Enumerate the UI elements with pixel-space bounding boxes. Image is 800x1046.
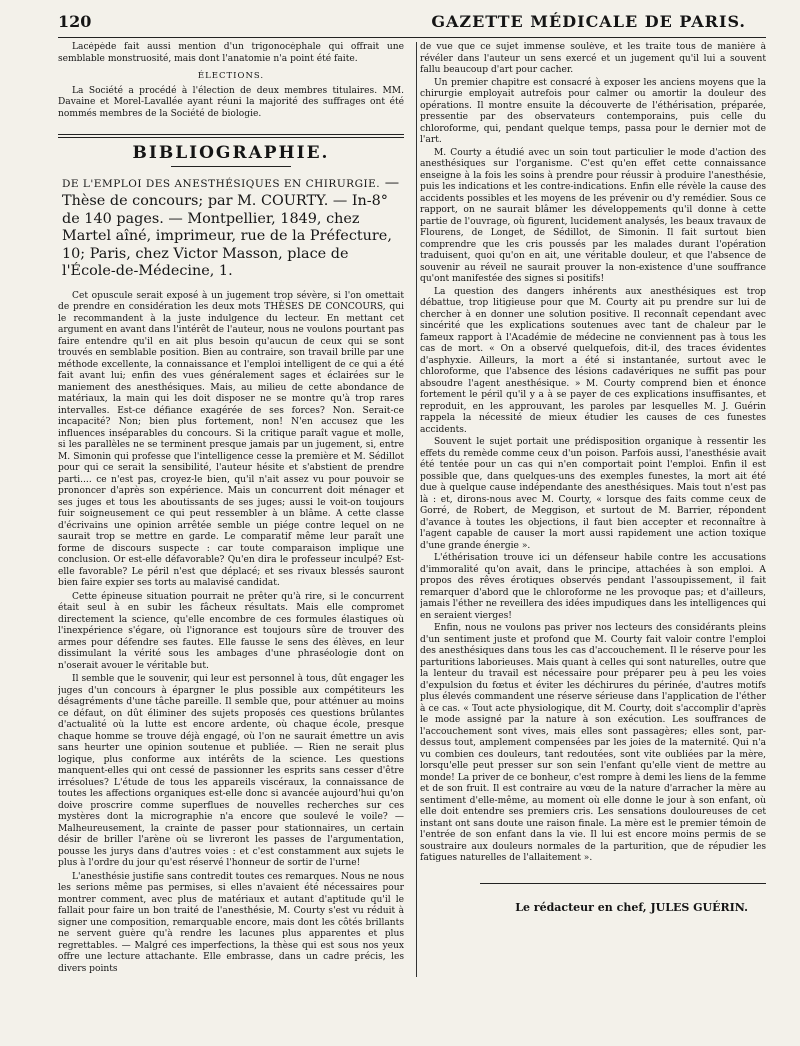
- review-paragraph: Cette épineuse situation pourrait ne prêter qu'à rire, si le concurrent était seul à en subir les fâcheux résultats. Mais elle compromet directement la science, qu'elle encombre de ces formules élastiques où l'inexpérience s'égare, où l'ignorance est toujours sûre de trouver des armes pour défendre ses fautes. Elle fausse le sens des élèves, en leur dissimulant la vérité sous les ambages d'une phraséologie dont on n'oserait avouer le véritable but.: [58, 591, 404, 671]
- journal-title: GAZETTE MÉDICALE DE PARIS.: [431, 12, 746, 31]
- book-title-smallcaps: DE L'EMPLOI DES ANESTHÉSIQUES EN CHIRURGIE.: [62, 177, 381, 190]
- signature-rule: [480, 883, 766, 884]
- editor-signature: Le rédacteur en chef, JULES GUÉRIN.: [515, 900, 748, 914]
- section-divider: [58, 134, 404, 138]
- elections-heading: ÉLECTIONS.: [197, 71, 265, 81]
- review-paragraph: L'anesthésie justifie sans contredit toutes ces remarques. Nous ne nous les serions même pas permises, si elles n'avaient été nécessaires pour montrer comment, avec plus de matériaux et autant d'aptitude qu'il le fallait pour faire un bon traité de l'anesthésie, M. Courty s'est vu réduit à signer une composition, remarquable encore, mais dont les côtés brillants ne servent guère qu'à rendre les lacunes plus apparentes et plus regrettables. — Malgré ces imperfections, la thèse qui est sous nos yeux offre une lecture attachante. Elle embrasse, dans un cadre précis, les divers points: [58, 871, 404, 974]
- heading-underline: [171, 166, 291, 167]
- review-paragraph: M. Courty a étudié avec un soin tout particulier le mode d'action des anesthésiques sur l'organisme. C'est qu'en effet cette connaissance enseigne à la fois les soins à prendre pour réussir à produire l'anesthésie, puis les indications et les contre-indications. Enfin elle révèle la cause des accidents possibles et les moyens de les prévenir ou d'y remédier. Sous ce rapport, on ne saurait blâmer les développements qu'il donne à cette partie de l'ouvrage, où figurent, lucidement analysés, les beaux travaux de Flourens, de Longet, de Sédillot, de Simonin. Il fait surtout bien comprendre que les cris poussés par les malades durant l'opération traduisent, quoi qu'on en ait, une véritable douleur, et que l'absence de souvenir au réveil ne saurait prouver la non-existence d'une souffrance qu'ont manifestée des signes si positifs!: [420, 147, 766, 284]
- page-number: 120: [58, 12, 92, 31]
- review-paragraph: L'éthérisation trouve ici un défenseur habile contre les accusations d'immoralité qu'on avait, dans le principe, attachées à son emploi. A propos des rêves érotiques observés pendant l'assoupissement, il fait remarquer d'abord que le chloroforme ne les provoque pas; et d'ailleurs, jamais l'éther ne reveillera des idées impudiques dans les intelligences qui en seraient vierges!: [420, 553, 766, 621]
- review-paragraph: La question des dangers inhérents aux anesthésiques est trop débattue, trop litigieuse pour que M. Courty ait pu prendre sur lui de chercher à en donner une solution positive. Il reconnaît cependant avec sincérité que les explications soutenues avec tant de chaleur par le fameux rapport à l'Académie de médecine ne conviennent pas à tous les cas de mort. « On a observé quelquefois, dit-il, des traces évidentes d'asphyxie. Ailleurs, la mort a été si instantanée, surtout avec le chloroforme, que l'absence des lésions cadavériques ne suffit pas pour absoudre l'agent anesthésique. » M. Courty comprend bien et énonce fortement le péril qu'il y a à se payer de ces explications insuffisantes, et reproduit, en les approuvant, les paroles par lesquelles M. J. Guérin rappela la nécessité de mieux étudier les causes de ces funestes accidents.: [420, 286, 766, 435]
- review-body-left: [58, 291, 404, 976]
- two-column-body: [58, 42, 766, 977]
- intro-paragraph: Lacépède fait aussi mention d'un trigonocéphale qui offrait une semblable monstruosité, mais dont l'anatomie n'a point été faite.: [58, 42, 404, 64]
- review-paragraph: Enfin, nous ne voulons pas priver nos lecteurs des considérants pleins d'un sentiment juste et profond que M. Courty fait valoir contre l'emploi des anesthésiques dans tous les cas d'accouchement. Il le réserve pour les parturitions laborieuses. Mais quant à celles qui sont naturelles, outre que la lenteur du travail est nécessaire pour préparer peu à peu les voies d'expulsion du fœtus et éviter les déchirures du périnée, d'autres motifs plus élevés commandent une réserve sérieuse dans l'application de l'éther à ce cas. « Tout acte physiologique, dit M. Courty, doit s'accomplir d'après le mode assigné par la nature à son exécution. Les souffrances de l'accouchement sont vives, mais elles sont passagères; elles sont, par-dessus tout, amplement compensées par les joies de la maternité. Qui n'a vu combien ces douleurs, tant redoutées, sont vite oubliées par la mère, lorsqu'elle peut presser sur son sein l'enfant qu'elle vient de mettre au monde! La priver de ce bonheur, c'est rompre à demi les liens de la femme et de son fruit. Il est contraire au vœu de la nature d'arracher la mère au sentiment d'elle-même, au moment où elle donne le jour à son enfant, où elle doit entendre ses premiers cris. Les sensations douloureuses de cet instant ont sans doute une raison finale. La mère est le premier témoin de l'entrée de son enfant dans la vie. Il lui est encore moins permis de se soustraire aux douleurs normales de la parturition, que de répudier les fatigues naturelles de l'allaitement ».: [420, 623, 766, 863]
- bibliography-heading: BIBLIOGRAPHIE.: [132, 143, 330, 163]
- review-paragraph: Un premier chapitre est consacré à exposer les anciens moyens que la chirurgie employait autrefois pour calmer ou amortir la douleur des opérations. Il montre ensuite la découverte de l'éthérisation, préparée, pressentie par des observateurs contemporains, puis celle du chloroforme, qui, pendant quelque temps, passa pour le dernier mot de l'art.: [420, 77, 766, 145]
- review-paragraph: Il semble que le souvenir, qui leur est personnel à tous, dût engager les juges d'un concours à épargner le plus possible aux compétiteurs les désagréments d'une tâche pareille. Il semble que, pour atténuer au moins ce défaut, on dût éliminer des sujets proposés ces questions brûlantes d'actualité où la lutte est encore ardente, où chaque école, presque chaque homme se trouve déjà engagé, où l'on ne saurait émettre un avis sans heurter une opinion soutenue et publiée. — Rien ne serait plus logique, plus conforme aux intérêts de la science. Les questions manquent-elles qui ont cessé de passionner les esprits sans cesser d'être irrésolues? L'étude de tous les appareils viscéraux, la connaissance de toutes les affections organiques est-elle donc si avancée aujourd'hui qu'on doive proscrire comme superflues de nouvelles recherches sur ces mystères dont la micrographie n'a encore que soulevé le voile? — Malheureusement, la crainte de passer pour stationnaires, un certain désir de briller l'arène où se livreront les passes de l'argumentation, pousse les jurys dans d'autres voies : et c'est constamment aux sujets le plus à l'ordre du jour qu'est réservé l'honneur de sortir de l'urne!: [58, 674, 404, 868]
- review-paragraph: Cet opuscule serait exposé à un jugement trop sévère, si l'on omettait de prendre en considération les deux mots THÈSES DE CONCOURS, qui le recommandent à la juste indulgence du lecteur. En mettant cet argument en avant dans l'intérêt de l'auteur, nous ne voulons pourtant pas faire entendre qu'il en ait plus besoin qu'aucun de ceux qui se sont trouvés en semblable position. Bien au contraire, son travail brille par une méthode excellente, la connaissance et l'emploi intelligent de ce qui a été fait avant lui; enfin des vues généralement sages et éclairées sur le maniement des anesthésiques. Mais, au milieu de cette abondance de matériaux, la main qui les doit disposer ne se montre qu'à trop rares intervalles. Est-ce défiance exagérée de ses forces? Non. Serait-ce incapacité? Non; bien plus fortement, non! N'en accusez que les influences inséparables du concours. Si la critique paraît vague et molle, si les parallèles ne se terminent presque jamais par un jugement, si, entre M. Simonin qui professe que l'intelligence cesse la première et M. Sédillot pour qui ce serait la sensibilité, l'auteur hésite et s'abstient de prendre parti.... ce n'est pas, croyez-le bien, qu'il n'ait assez vu pour pouvoir se prononcer d'après son expérience. Mais un concurrent doit ménager et ses juges et tous les aboutissants de ses juges; aussi le voit-on toujours fuir soigneusement ce qui peut ressembler à un blâme. A cette classe d'écrivains une opinion arrêtée semble un piége contre lequel on ne saurait trop se mettre en garde. Le comparatif même leur paraît une forme de discours suspecte : car toute comparaison implique une conclusion. Or est-elle défavorable? Qu'en dira le professeur inculpé? Est-elle favorable? Le péril n'est que déplacé; et ses rivaux blessés sauront bien faire expier ses torts au malavisé candidat.: [58, 290, 404, 588]
- column-divider: [416, 42, 417, 977]
- review-paragraph: de vue que ce sujet immense soulève, et les traite tous de manière à révéler dans l'auteur un sens exercé et un jugement qu'il lui a souvent fallu beaucoup d'art pour cacher.: [420, 42, 766, 75]
- page-header: [58, 12, 766, 38]
- right-column: [420, 42, 766, 977]
- left-column: [58, 42, 404, 977]
- elections-paragraph: La Société a procédé à l'élection de deux membres titulaires. MM. Davaine et Morel-Lavallée ayant réuni la majorité des suffrages ont été nommés membres de la Société de biologie.: [58, 85, 404, 119]
- review-paragraph: Souvent le sujet portait une prédisposition organique à ressentir les effets du remède comme ceux d'un poison. Parfois aussi, l'anesthésie avait été tentée pour un cas qui n'en comportait point l'emploi. Enfin il est possible que, dans quelques-uns des exemples funestes, la mort ait été due à quelque cause indépendante des anesthésiques. Mais tout n'est pas là : et, dirons-nous avec M. Courty, « lorsque des faits comme ceux de Gorré, de Robert, de Meggison, et surtout de M. Barrier, répondent d'avance à toutes les objections, il faut bien accepter et reconnaître à l'agent capable de causer la mort aussi rapidement une action toxique d'une grande énergie ».: [420, 437, 766, 551]
- book-title: [58, 175, 404, 281]
- book-title-rest: — Thèse de concours; par M. COURTY. — In-8° de 140 pages. — Montpellier, 1849, chez Martel aîné, imprimeur, rue de la Préfecture, 10; Paris, chez Victor Masson, place de l'École-de-Médecine, 1.: [62, 174, 400, 279]
